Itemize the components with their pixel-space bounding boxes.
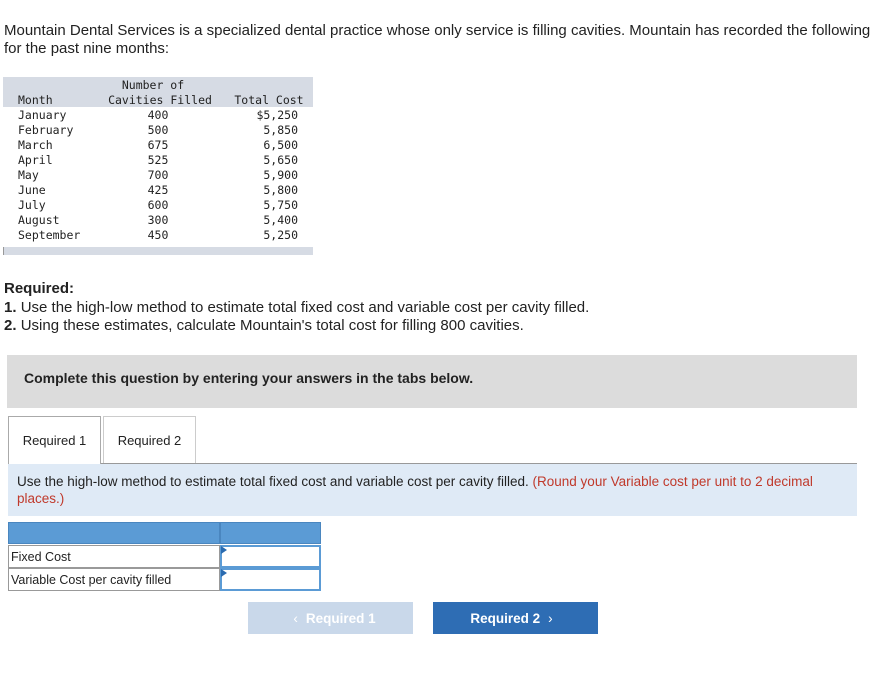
intro-text: Mountain Dental Services is a specialized dental practice whose only service is filling cavities. Mountain has recorded the following for the past nine months: <box>4 22 871 57</box>
header-total-cost: Total Cost <box>234 93 304 107</box>
row-month: September <box>18 228 81 242</box>
row-cost: 5,400 <box>263 213 298 227</box>
prev-button[interactable] <box>248 602 413 634</box>
row-cost: 5,250 <box>263 228 298 242</box>
fixed-cost-input[interactable] <box>220 545 321 568</box>
tab-required-1[interactable]: Required 1 <box>8 416 101 464</box>
row-cavities: 400 <box>147 108 169 122</box>
table-footer-band <box>3 247 313 255</box>
row-cavities: 450 <box>147 228 169 242</box>
rounding-note: (Round your Variable cost per unit to 2 decimal places.) <box>17 474 813 506</box>
prompt-text: Use the high-low method to estimate total fixed cost and variable cost per cavity filled. <box>17 474 529 489</box>
row-cost: 5,850 <box>263 123 298 137</box>
fixed-cost-label: Fixed Cost <box>8 545 220 568</box>
next-button-label: Required 2 <box>470 610 541 626</box>
data-table <box>3 77 313 255</box>
input-flag-icon <box>221 546 227 554</box>
header-number-of: Number of <box>121 78 185 92</box>
input-flag-icon <box>221 569 227 577</box>
row-cost: 5,650 <box>263 153 298 167</box>
instruction-text: Complete this question by entering your answers in the tabs below. <box>24 370 474 386</box>
chevron-left-icon: ‹ <box>293 610 298 626</box>
row-cavities: 300 <box>147 213 169 227</box>
required-item2-number: 2. <box>4 317 17 334</box>
prev-button-label: Required 1 <box>305 610 376 626</box>
next-button[interactable] <box>433 602 598 634</box>
row-cavities: 700 <box>147 168 169 182</box>
row-cavities: 425 <box>147 183 169 197</box>
row-month: May <box>18 168 39 182</box>
header-month: Month <box>18 93 53 107</box>
row-month: March <box>18 138 53 152</box>
row-cavities: 675 <box>147 138 169 152</box>
answer-table-header <box>220 522 321 544</box>
variable-cost-input[interactable] <box>220 568 321 591</box>
answer-table-header <box>8 522 220 544</box>
row-month: June <box>18 183 46 197</box>
required-heading: Required: <box>4 280 75 297</box>
required-item2: Using these estimates, calculate Mountain's total cost for filling 800 cavities. <box>20 317 524 334</box>
row-cavities: 600 <box>147 198 169 212</box>
tab-required-2[interactable]: Required 2 <box>103 416 196 463</box>
row-month: April <box>18 153 53 167</box>
row-cavities: 500 <box>147 123 169 137</box>
row-cost: 5,800 <box>263 183 298 197</box>
row-month: February <box>18 123 74 137</box>
required-item1-number: 1. <box>4 298 17 316</box>
header-cavities: Cavities Filled <box>108 93 212 107</box>
row-cost: $5,250 <box>256 108 298 122</box>
chevron-right-icon: › <box>548 610 553 626</box>
row-cost: 6,500 <box>263 138 298 152</box>
row-month: January <box>18 108 67 122</box>
row-cost: 5,750 <box>263 198 298 212</box>
row-cost: 5,900 <box>263 168 298 182</box>
variable-cost-label: Variable Cost per cavity filled <box>8 568 220 591</box>
required-section <box>4 280 589 336</box>
row-month: August <box>18 213 60 227</box>
row-month: July <box>18 198 46 212</box>
row-cavities: 525 <box>147 153 169 167</box>
question-prompt <box>8 464 857 516</box>
table-edge <box>3 247 4 255</box>
instruction-banner <box>7 355 857 408</box>
required-item1: Use the high-low method to estimate total fixed cost and variable cost per cavity filled. <box>20 298 590 316</box>
